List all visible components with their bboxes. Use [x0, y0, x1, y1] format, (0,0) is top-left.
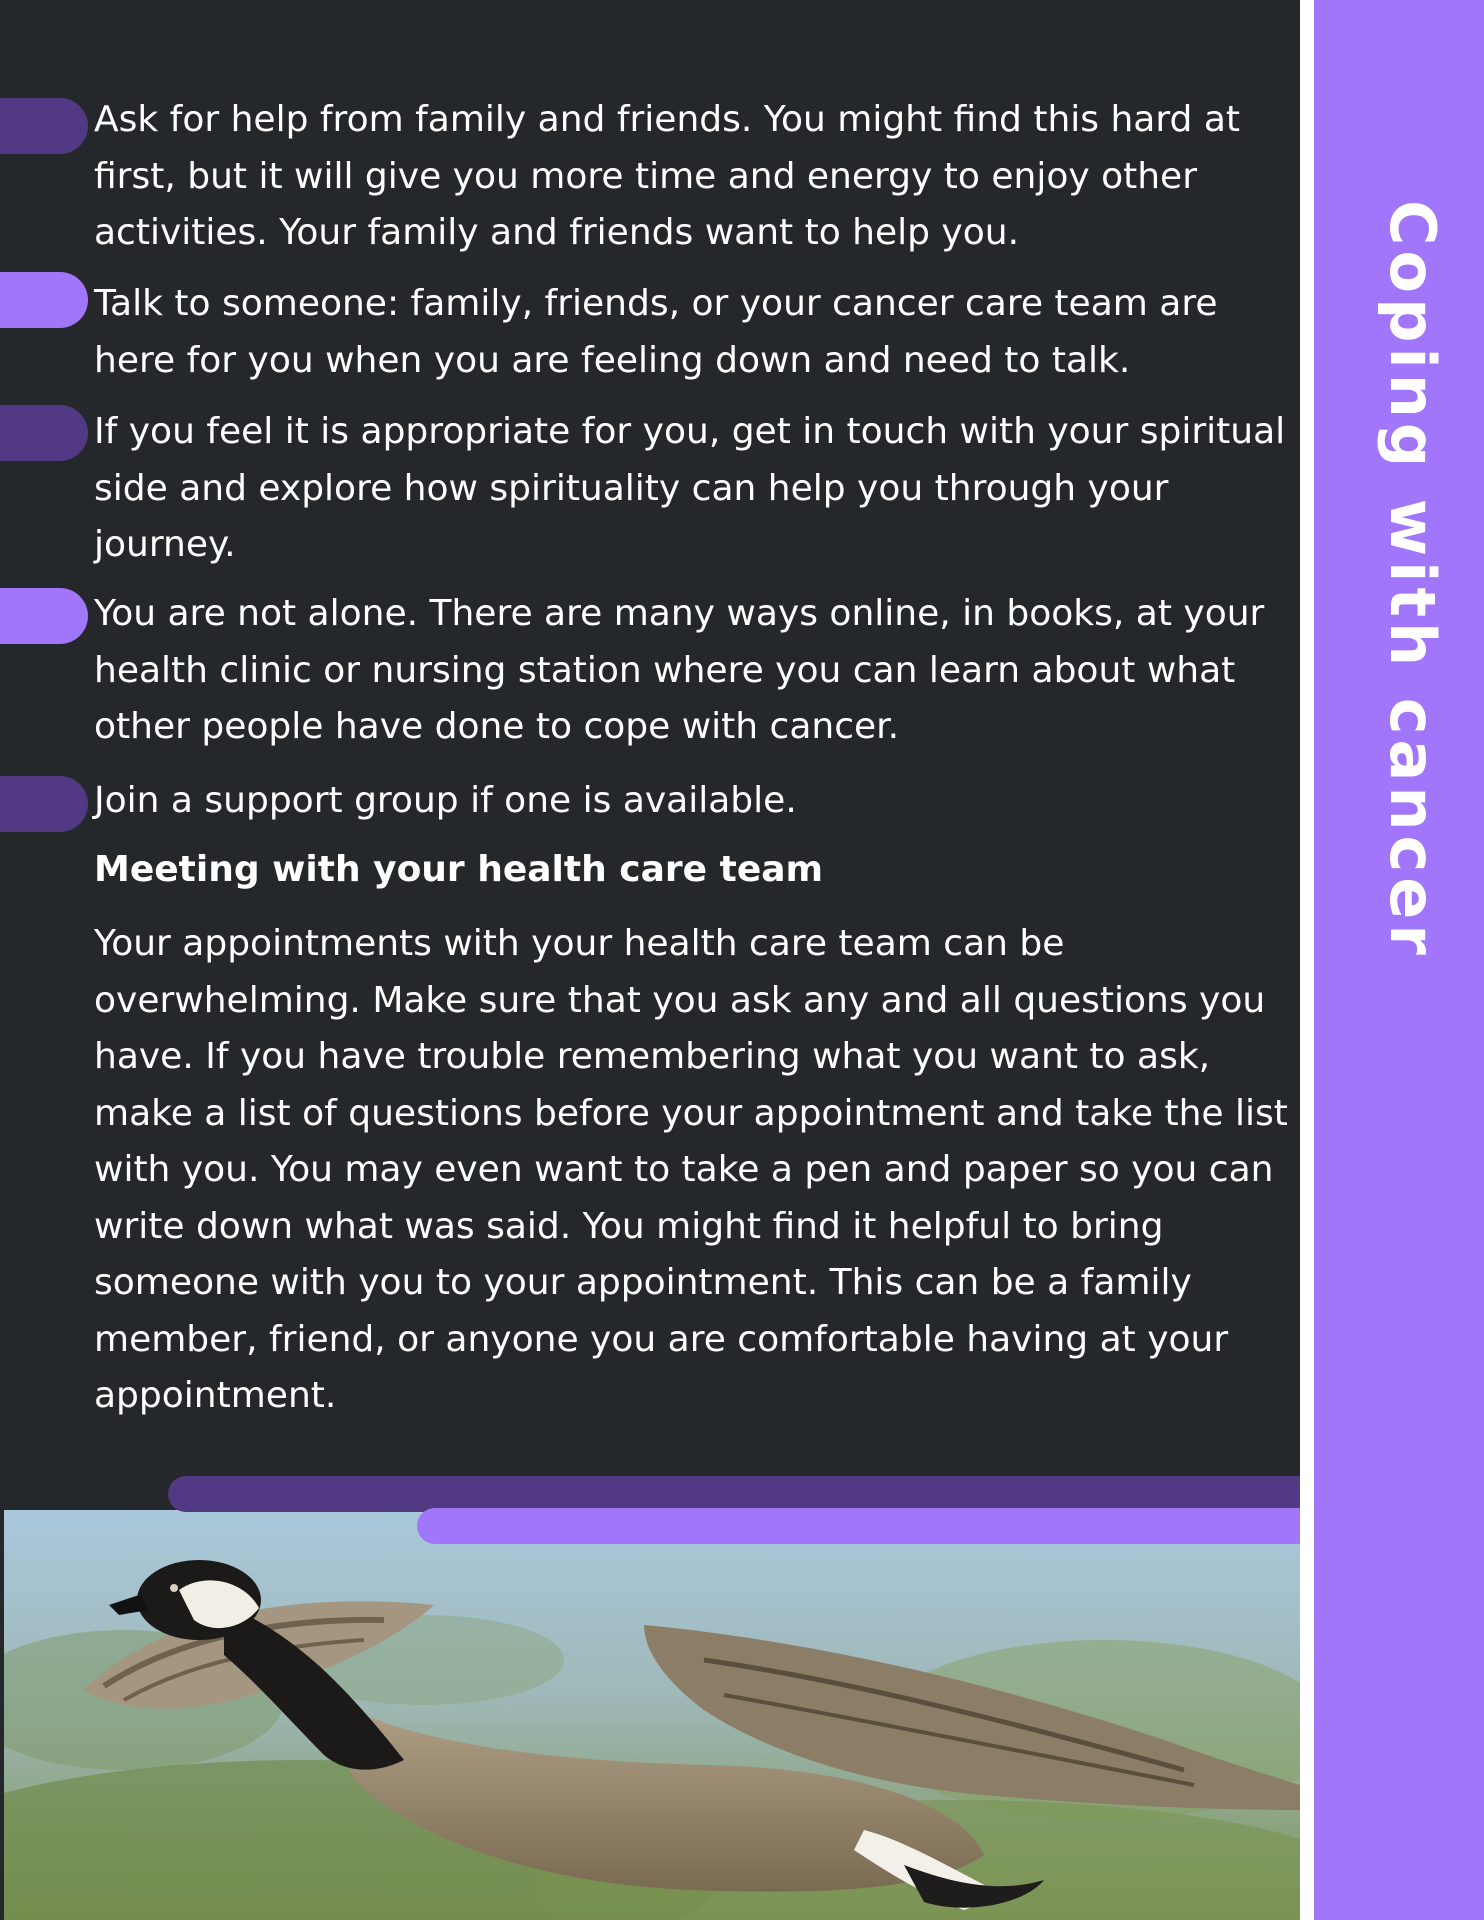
- bullet-tab-marker: [0, 405, 88, 461]
- side-title: Coping with cancer: [1376, 200, 1449, 960]
- side-panel: [1314, 0, 1484, 1920]
- bullet-tab-marker: [0, 588, 88, 644]
- bullet-tab-marker: [0, 98, 88, 154]
- bullet-tab-marker: [0, 776, 88, 832]
- bullet-text: Ask for help from family and friends. You might find this hard at first, but it will give you more time and energy to enjoy other activities. Your family and friends want to help you.: [94, 99, 1240, 253]
- goose-illustration: [4, 1510, 1300, 1920]
- bullet-text: If you feel it is appropriate for you, get in touch with your spiritual side and explore how spirituality can help you through your journey.: [94, 411, 1286, 565]
- bullet-text: Join a support group if one is available.: [94, 780, 797, 821]
- bullet-text: Talk to someone: family, friends, or your cancer care team are here for you when you are feeling down and need to talk.: [94, 283, 1218, 381]
- goose-photo: [4, 1510, 1300, 1920]
- decorative-bar-dark: [168, 1476, 1300, 1512]
- section-body: Your appointments with your health care team can be overwhelming. Make sure that you ask any and all questions you have. If you have trouble remembering what you want to ask, make a list of questions before your appointment and take the list with you. You may even want to take a pen and paper so you can write down what was said. You might find it helpful to bring someone with you to your appointment. This can be a family member, friend, or anyone you are comfortable having at your appointment.: [94, 923, 1288, 1416]
- bullet-text: You are not alone. There are many ways online, in books, at your health clinic or nursing station where you can learn about what other people have done to cope with cancer.: [94, 593, 1265, 747]
- section-heading: Meeting with your health care team: [94, 849, 824, 890]
- decorative-bar-light: [417, 1508, 1300, 1544]
- bullet-tab-marker: [0, 272, 88, 328]
